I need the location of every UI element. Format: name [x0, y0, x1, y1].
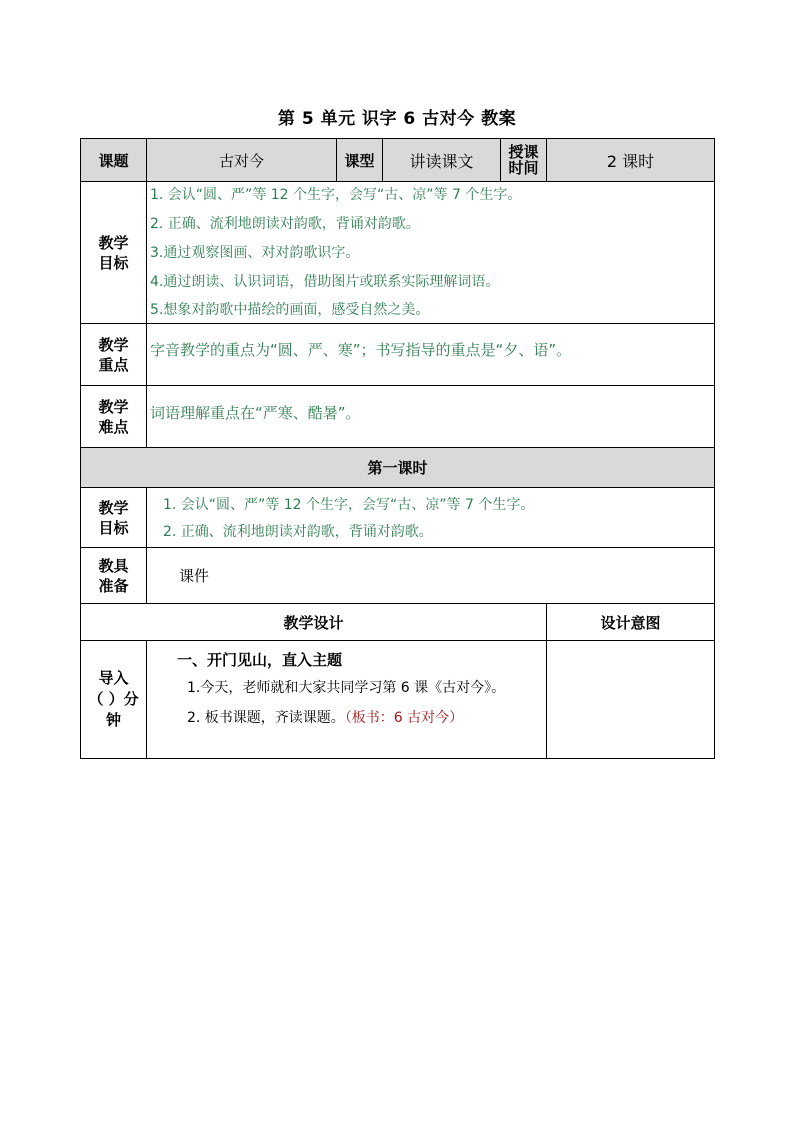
intro-intent	[547, 641, 715, 759]
time-label-line-2: 时间	[508, 159, 539, 177]
difficulties-row	[81, 386, 715, 448]
intent-label: 设计意图	[547, 604, 715, 641]
design-label: 教学设计	[81, 604, 547, 641]
intro-label-line-1: 导入	[98, 669, 129, 687]
time-label	[501, 139, 547, 182]
objectives-label-line-2: 目标	[98, 253, 129, 272]
page-title: 第 5 单元 识字 6 古对今 教案	[277, 109, 517, 129]
objective-item: 2. 正确、流利地朗读对韵歌，背诵对韵歌。	[150, 216, 420, 232]
time-label-line-1: 授课	[508, 143, 539, 161]
key-points-text: 字音教学的重点为“圆、严、寒”；书写指导的重点是“夕、语”。	[147, 324, 715, 386]
key-points-label	[81, 324, 147, 386]
section-title: 一、开门见山，直入主题	[177, 651, 343, 669]
difficulties-label-line-2: 难点	[98, 417, 129, 436]
key-points-row	[81, 324, 715, 386]
difficulties-text: 词语理解重点在“严寒、酷暑”。	[147, 386, 715, 448]
lesson1-objective-item: 2. 正确、流利地朗读对韵歌，背诵对韵歌。	[163, 524, 433, 540]
type-label: 课型	[337, 139, 383, 182]
topic-label: 课题	[81, 139, 147, 182]
time-value: 2 课时	[547, 139, 715, 182]
objectives-label	[81, 182, 147, 324]
tools-label	[81, 548, 147, 604]
step-1: 1.今天，老师就和大家共同学习第 6 课《古对今》。	[187, 680, 506, 696]
lesson1-heading: 第一课时	[81, 448, 715, 488]
lesson1-objectives-row	[81, 488, 715, 548]
step-2-text: 2. 板书课题，齐读课题。	[187, 710, 345, 726]
tools-label-line-2: 准备	[98, 576, 129, 595]
difficulties-label-line-1: 教学	[98, 397, 129, 416]
topic-value: 古对今	[147, 139, 337, 182]
intro-label-line-2: （ ）分	[88, 690, 139, 708]
header-row	[81, 139, 715, 182]
objectives-content	[147, 182, 715, 324]
step-2-board-note: （板书：6 古对今）	[344, 710, 464, 726]
objectives-label-line-1: 教学	[98, 233, 129, 252]
lesson1-objective-item: 1. 会认“圆、严”等 12 个生字，会写“古、凉”等 7 个生字。	[163, 497, 535, 513]
difficulties-label	[81, 386, 147, 448]
objective-item: 3.通过观察图画、对对韵歌识字。	[150, 245, 360, 261]
objective-item: 5.想象对韵歌中描绘的画面，感受自然之美。	[150, 302, 430, 318]
type-value: 讲读课文	[383, 139, 501, 182]
lesson1-objectives-label-line-1: 教学	[98, 498, 129, 517]
objectives-row	[81, 182, 715, 324]
lesson1-objectives-label	[81, 488, 147, 548]
tools-value: 课件	[147, 548, 715, 604]
intro-label-line-3: 钟	[105, 711, 121, 729]
objective-item: 4.通过朗读、认识词语，借助图片或联系实际理解词语。	[150, 274, 500, 290]
tools-row	[81, 548, 715, 604]
intro-content	[147, 641, 547, 759]
intro-label	[81, 641, 147, 759]
lesson1-objectives-label-line-2: 目标	[98, 518, 129, 537]
design-header-row	[81, 604, 715, 641]
intro-row	[81, 641, 715, 759]
objective-item: 1. 会认“圆、严”等 12 个生字，会写“古、凉”等 7 个生字。	[150, 187, 522, 203]
lesson1-heading-row	[81, 448, 715, 488]
step-2	[147, 707, 546, 729]
key-points-label-line-1: 教学	[98, 335, 129, 354]
lesson-plan-table	[80, 138, 715, 759]
lesson1-objectives-content	[147, 488, 715, 548]
key-points-label-line-2: 重点	[98, 355, 129, 374]
tools-label-line-1: 教具	[98, 556, 129, 575]
